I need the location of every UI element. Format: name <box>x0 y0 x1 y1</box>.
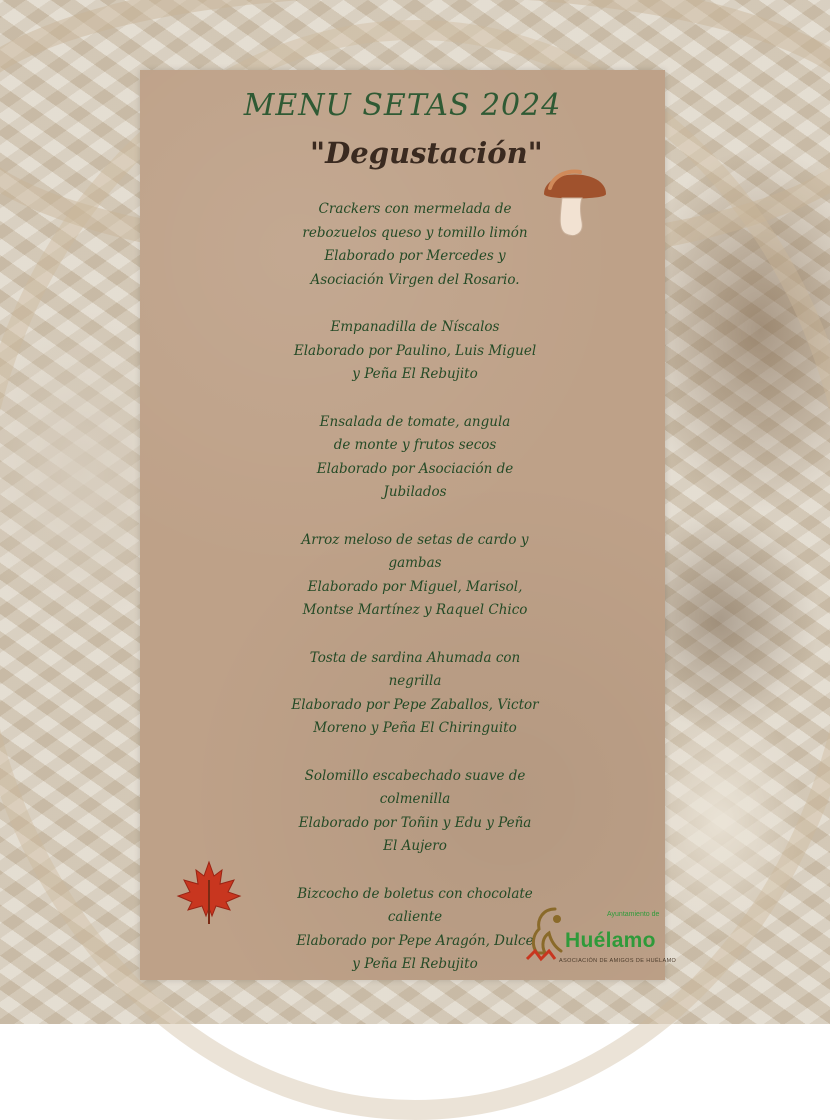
dish-line: Elaborado por Mercedes y <box>324 248 506 264</box>
logo-name: Huélamo <box>565 929 656 952</box>
dish-item <box>270 198 560 292</box>
dish-line: Elaborado por Toñin y Edu y Peña <box>298 814 532 831</box>
dish-line: Arroz meloso de setas de cardo y <box>301 531 529 548</box>
menu-subtitle: "Degustación" <box>310 136 543 170</box>
dish-line: Ensalada de tomate, angula <box>319 413 511 430</box>
dish-line: Elaborado por Miguel, Marisol, <box>307 578 523 595</box>
dish-item <box>270 647 560 741</box>
huelamo-logo <box>525 905 677 975</box>
dish-line: rebozuelos queso y tomillo limón <box>302 224 528 241</box>
menu-card <box>140 70 677 980</box>
dish-line: colmenilla <box>379 791 451 807</box>
dish-list <box>270 198 560 1001</box>
dish-line: Elaborado por Paulino, Luis Miguel <box>293 342 537 359</box>
dish-line: Asociación Virgen del Rosario. <box>310 271 520 288</box>
dish-line: Jubilados <box>383 484 447 500</box>
dish-line: de monte y frutos secos <box>333 437 497 453</box>
dish-line: Elaborado por Asociación de <box>316 460 514 477</box>
dish-line: Moreno y Peña El Chiringuito <box>313 720 517 736</box>
dish-item <box>270 316 560 387</box>
dish-line: gambas <box>388 555 442 571</box>
dish-line: Bizcocho de boletus con chocolate <box>297 885 533 902</box>
dish-line: Elaborado por Pepe Zaballos, Victor <box>291 696 539 713</box>
dish-item <box>270 883 560 977</box>
dish-line: Empanadilla de Níscalos <box>330 319 500 335</box>
dish-line: Tosta de sardina Ahumada con <box>309 649 521 666</box>
dish-line: y Peña El Rebujito <box>352 366 478 382</box>
dish-line: Montse Martínez y Raquel Chico <box>302 602 528 618</box>
dish-item <box>270 411 560 505</box>
logo-tagline: ASOCIACIÓN DE AMIGOS DE HUÉLAMO <box>559 958 677 964</box>
dish-line: Solomillo escabechado suave de <box>304 767 526 784</box>
dish-line: El Aujero <box>383 838 447 854</box>
logo-small-text: Ayuntamiento de <box>607 911 660 918</box>
dish-item <box>270 765 560 859</box>
dish-line: y Peña El Rebujito <box>352 956 478 972</box>
dish-line: negrilla <box>388 673 442 689</box>
dish-item <box>270 529 560 623</box>
dish-line: caliente <box>387 909 443 925</box>
maple-leaf-icon <box>176 860 242 926</box>
dish-line: Crackers con mermelada de <box>318 201 512 217</box>
menu-title: MENU SETAS 2024 <box>243 88 562 123</box>
dish-line: Elaborado por Pepe Aragón, Dulce <box>296 932 534 949</box>
